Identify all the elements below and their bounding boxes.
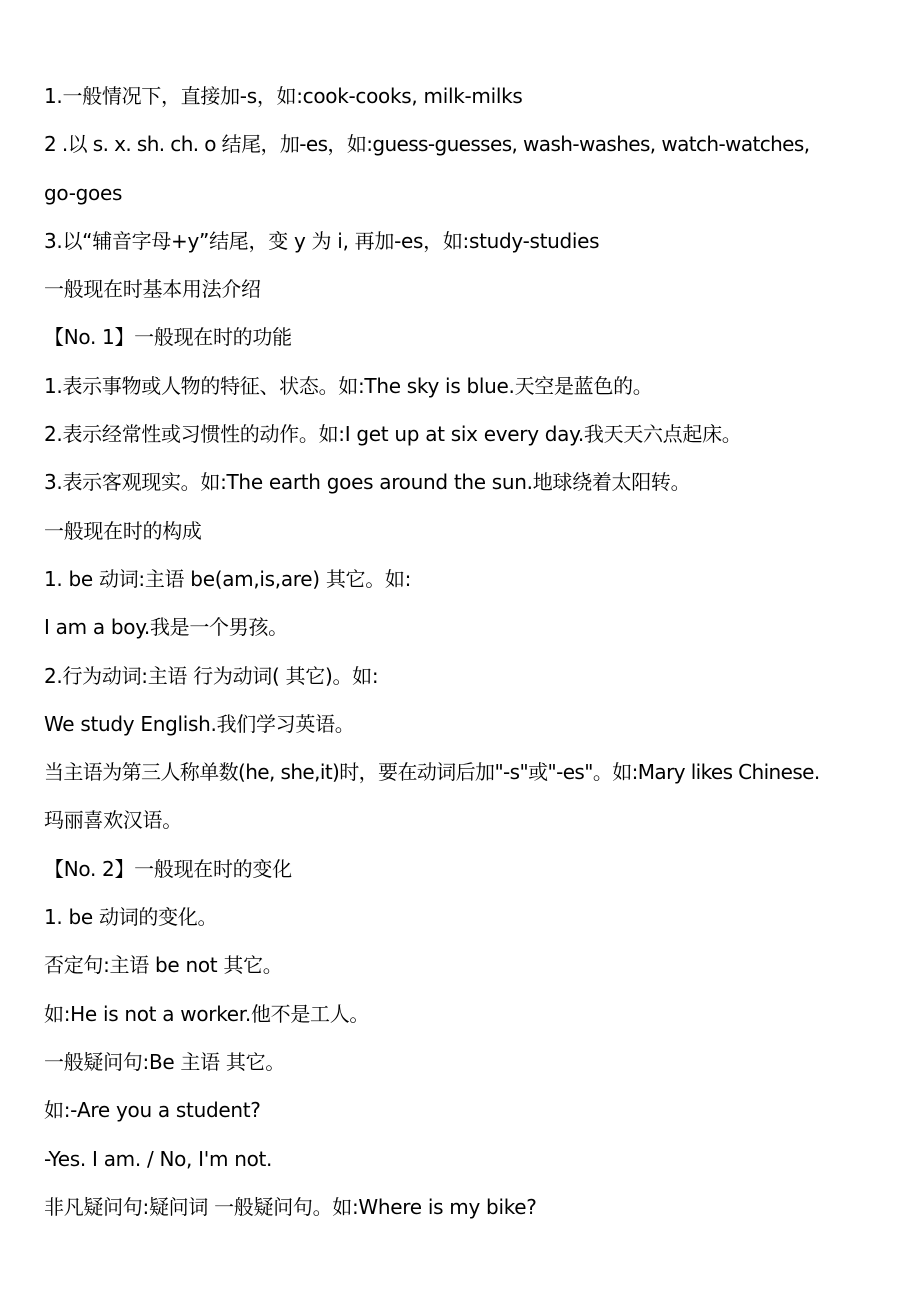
negative-sentence-rule: 否定句:主语 be not 其它。 xyxy=(44,953,283,978)
rule-y-to-ies: 3.以“辅音字母+y”结尾，变 y 为 i, 再加-es，如:study-studies xyxy=(44,228,600,253)
yes-no-answer-example: -Yes. I am. / No, I'm not. xyxy=(44,1146,273,1171)
section-heading-no1: 【No. 1】一般现在时的功能 xyxy=(44,325,292,350)
wh-question-rule: 非凡疑问句:疑问词 一般疑问句。如:Where is my bike? xyxy=(44,1194,537,1219)
structure-be-example: I am a boy.我是一个男孩。 xyxy=(44,615,288,640)
rule-add-es: 2 .以 s. x. sh. ch. o 结尾，加-es，如:guess-guesses, wash-washes, watch-watches, xyxy=(44,132,810,157)
negative-sentence-example: 如:He is not a worker.他不是工人。 xyxy=(44,1001,370,1026)
rule-add-es-continued: go-goes xyxy=(44,180,123,205)
be-verb-changes: 1. be 动词的变化。 xyxy=(44,905,218,930)
third-person-example: 玛丽喜欢汉语。 xyxy=(44,808,182,833)
section-heading-no2: 【No. 2】一般现在时的变化 xyxy=(44,856,292,881)
section-heading-usage: 一般现在时基本用法介绍 xyxy=(44,277,261,302)
third-person-rule: 当主语为第三人称单数(he, she,it)时，要在动词后加"-s"或"-es"。如:Mary likes Chinese. xyxy=(44,760,820,785)
yes-no-question-example: 如:-Are you a student? xyxy=(44,1098,261,1123)
structure-action-example: We study English.我们学习英语。 xyxy=(44,711,355,736)
rule-add-s: 1.一般情况下，直接加-s，如:cook-cooks, milk-milks xyxy=(44,84,523,108)
structure-action-verb: 2.行为动词:主语 行为动词( 其它)。如: xyxy=(44,663,379,688)
function-item-2: 2.表示经常性或习惯性的动作。如:I get up at six every day.我天天六点起床。 xyxy=(44,422,742,447)
function-item-3: 3.表示客观现实。如:The earth goes around the sun.地球绕着太阳转。 xyxy=(44,470,691,495)
yes-no-question-rule: 一般疑问句:Be 主语 其它。 xyxy=(44,1049,285,1074)
structure-be-verb: 1. be 动词:主语 be(am,is,are) 其它。如: xyxy=(44,566,412,591)
function-item-1: 1.表示事物或人物的特征、状态。如:The sky is blue.天空是蓝色的。 xyxy=(44,373,653,398)
section-heading-structure: 一般现在时的构成 xyxy=(44,518,202,543)
